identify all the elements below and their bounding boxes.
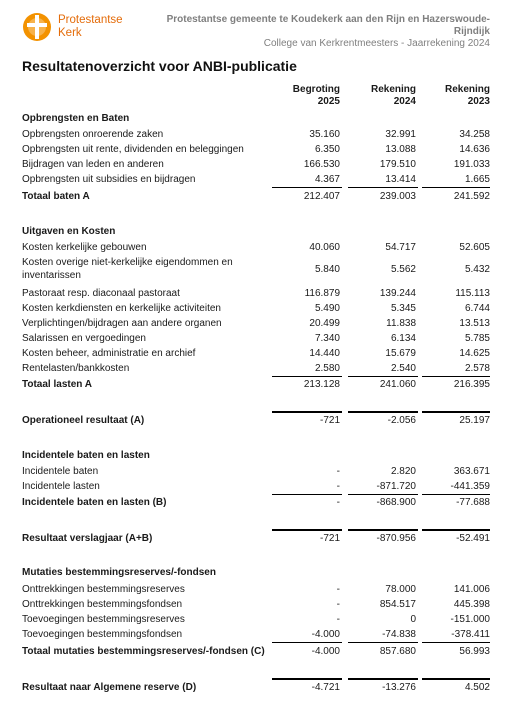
column-rule [272,494,342,495]
table-row [22,158,490,172]
row-value-1: 5.840 [314,264,340,275]
row-value-2: -868.900 [376,497,416,508]
logo-line-2: Kerk [58,27,82,39]
row-value-1: - [336,614,340,625]
row-value-2: 15.679 [385,348,416,359]
row-value-3: 2.578 [464,363,490,374]
row-value-1: 5.490 [314,303,340,314]
report-subtitle: College van Kerkrentmeesters - Jaarrekening 2024 [263,38,490,49]
row-value-1: -4.000 [311,646,340,657]
row-value-3: 52.605 [459,242,490,253]
column-rule [272,529,342,531]
row-value-3: 191.033 [453,159,490,170]
table-row [22,241,490,255]
row-label: Onttrekkingen bestemmingsfondsen [22,599,183,610]
total-row [22,496,490,510]
row-value-3: -151.000 [450,614,490,625]
row-label: Salarissen en vergoedingen [22,333,146,344]
column-rule [348,529,418,531]
row-label: Pastoraat resp. diaconaal pastoraat [22,288,180,299]
table-row [22,256,490,284]
row-value-3: 14.625 [459,348,490,359]
row-label: Verplichtingen/bijdragen aan andere organen [22,318,222,329]
total-row [22,378,490,392]
row-value-2: 78.000 [385,584,416,595]
row-value-3: 13.513 [459,318,490,329]
section-heading-label: Opbrengsten en Baten [22,113,130,124]
table-row [22,317,490,331]
section-heading [22,112,490,126]
row-value-1: - [336,497,340,508]
column-rule [422,529,490,531]
row-label: Kosten beheer, administratie en archief [22,348,196,359]
total-row [22,532,490,546]
table-row [22,128,490,142]
row-value-3: 445.398 [453,599,490,610]
column-rule [422,411,490,413]
row-value-1: 213.128 [303,379,340,390]
row-label: Resultaat naar Algemene reserve (D) [22,682,197,693]
column-rule [272,642,342,643]
table-row [22,480,490,494]
row-value-1: 4.367 [314,174,340,185]
section-heading-label: Incidentele baten en lasten [22,450,150,461]
row-value-3: 115.113 [455,288,490,299]
row-value-3: -77.688 [456,497,490,508]
total-row [22,681,490,695]
row-value-1: -4.000 [311,629,340,640]
row-label: Totaal baten A [22,191,90,202]
row-label: Kosten kerkdiensten en kerkelijke activiteiten [22,303,221,314]
row-value-2: 2.540 [390,363,416,374]
row-label: Toevoegingen bestemmingsreserves [22,614,185,625]
column-header-rekening-2023: Rekening 2023 [444,84,490,107]
row-value-2: 11.838 [386,318,416,329]
total-row [22,414,490,428]
church-logo-icon [22,12,52,42]
page-header [0,0,512,56]
row-value-3: 141.006 [453,584,490,595]
row-value-3: 34.258 [459,129,490,140]
column-rule [272,187,342,188]
row-label: Opbrengsten onroerende zaken [22,129,164,140]
row-value-1: - [336,466,340,477]
row-value-1: - [336,481,340,492]
row-value-1: 40.060 [309,242,340,253]
row-value-3: 216.395 [453,379,490,390]
row-label: Incidentele baten en lasten (B) [22,497,167,508]
row-value-3: 25.197 [459,415,490,426]
row-value-1: 116.879 [304,288,340,299]
table-row [22,347,490,361]
logo-line-1: Protestantse [58,14,123,26]
page-title: Resultatenoverzicht voor ANBI-publicatie [22,58,297,74]
column-rule [422,376,490,377]
row-value-2: 241.060 [379,379,416,390]
org-name-line-2: Rijndijk [453,26,490,37]
row-value-2: 54.717 [385,242,416,253]
row-value-1: -721 [319,415,340,426]
column-rule [272,376,342,377]
row-label: Kosten kerkelijke gebouwen [22,242,147,253]
section-heading [22,449,490,463]
row-value-3: 56.993 [459,646,490,657]
row-value-3: 5.432 [464,264,490,275]
org-name-line-1: Protestantse gemeente te Koudekerk aan den Rijn en Hazerswoude- [166,14,490,25]
row-value-1: 14.440 [309,348,340,359]
row-value-1: - [336,599,340,610]
row-value-3: 14.636 [459,144,490,155]
row-label: Totaal mutaties bestemmingsreserves/-fondsen (C) [22,646,265,657]
section-heading [22,566,490,580]
column-rule [348,376,418,377]
column-rule [422,187,490,188]
row-value-3: 5.785 [464,333,490,344]
row-value-2: 2.820 [390,466,416,477]
column-rule [348,494,418,495]
row-label: Toevoegingen bestemmingsfondsen [22,629,183,640]
row-label: Rentelasten/bankkosten [22,363,130,374]
table-row [22,583,490,597]
row-value-2: 32.991 [385,129,416,140]
row-value-2: 6.134 [390,333,416,344]
row-value-2: 854.517 [379,599,416,610]
row-label: Incidentele baten [22,466,99,477]
row-value-3: 6.744 [464,303,490,314]
column-rule [272,411,342,413]
row-label: Totaal lasten A [22,379,93,390]
row-value-3: -52.491 [456,533,490,544]
row-label: Resultaat verslagjaar (A+B) [22,533,153,544]
column-header-begroting: Begroting 2025 [292,84,340,107]
column-rule [272,678,342,680]
row-value-2: 239.003 [379,191,416,202]
row-value-3: 1.665 [464,174,490,185]
row-label: Opbrengsten uit rente, dividenden en beleggingen [22,144,244,155]
table-row [22,287,490,301]
row-label: Operationeel resultaat (A) [22,415,145,426]
section-heading-label: Uitgaven en Kosten [22,226,116,237]
row-value-1: 7.340 [314,333,340,344]
row-value-2: 5.345 [390,303,416,314]
table-row [22,598,490,612]
row-value-2: 13.414 [385,174,416,185]
row-value-2: -871.720 [376,481,416,492]
section-heading-label: Mutaties bestemmingsreserves/-fondsen [22,567,216,578]
row-value-3: 363.671 [453,466,490,477]
column-rule [348,187,418,188]
column-rule [348,678,418,680]
row-value-1: 6.350 [314,144,340,155]
row-label: Bijdragen van leden en anderen [22,159,164,170]
total-row [22,190,490,204]
row-value-1: -721 [319,533,340,544]
row-label: Onttrekkingen bestemmingsreserves [22,584,185,595]
table-row [22,465,490,479]
section-heading [22,225,490,239]
row-label: Opbrengsten uit subsidies en bijdragen [22,174,196,185]
table-row [22,332,490,346]
row-value-1: -4.721 [311,682,340,693]
organization-header [110,14,490,50]
column-rule [422,642,490,643]
column-rule [422,494,490,495]
row-value-1: - [336,584,340,595]
row-value-1: 35.160 [309,129,340,140]
table-row [22,302,490,316]
table-row [22,173,490,187]
row-value-2: -2.056 [387,415,416,426]
table-row [22,362,490,376]
row-value-2: 5.562 [390,264,416,275]
table-row [22,613,490,627]
row-value-2: -13.276 [382,682,416,693]
row-value-2: -74.838 [382,629,416,640]
row-value-2: 13.088 [385,144,416,155]
row-value-2: 0 [410,614,416,625]
column-rule [348,642,418,643]
row-value-1: 166.530 [303,159,340,170]
row-value-2: 139.244 [379,288,416,299]
row-value-3: 4.502 [464,682,490,693]
row-value-2: 179.510 [379,159,416,170]
row-label: Kosten overige niet-kerkelijke eigendommen en inventarissen [22,257,233,281]
column-header-rekening-2024: Rekening 2024 [370,84,416,107]
row-value-1: 20.499 [309,318,340,329]
row-value-2: -870.956 [376,533,416,544]
total-row [22,645,490,659]
row-value-3: -441.359 [450,481,490,492]
row-value-3: 241.592 [453,191,490,202]
column-rule [422,678,490,680]
table-row [22,628,490,642]
row-value-1: 212.407 [303,191,340,202]
row-value-2: 857.680 [379,646,416,657]
table-row [22,143,490,157]
row-value-3: -378.411 [451,629,490,640]
row-label: Incidentele lasten [22,481,100,492]
row-value-1: 2.580 [314,363,340,374]
column-rule [348,411,418,413]
